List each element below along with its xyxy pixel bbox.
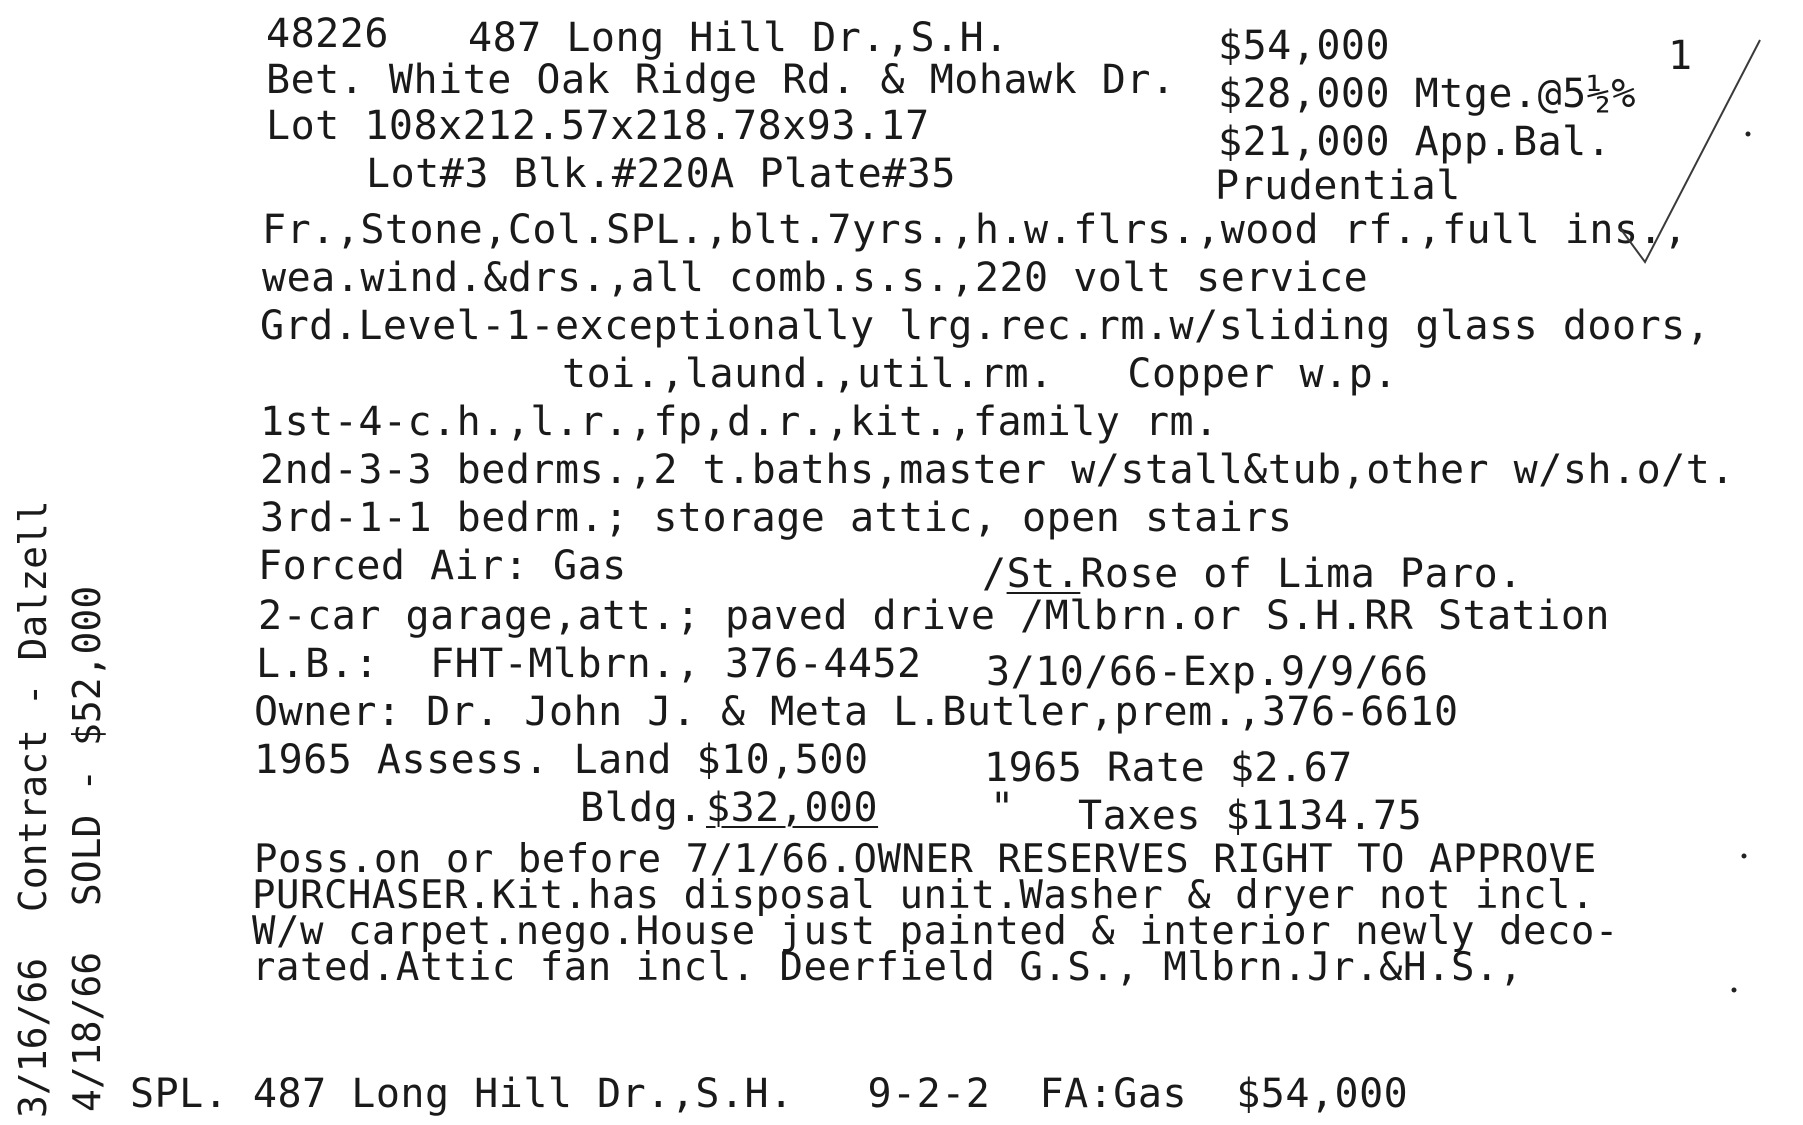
lot-dimensions: Lot 108x212.57x218.78x93.17: [266, 103, 930, 149]
listing-summary: SPL. 487 Long Hill Dr.,S.H. 9-2-2 FA:Gas $54,000: [130, 1071, 1409, 1117]
lot-block-plate: Lot#3 Blk.#220A Plate#35: [366, 151, 956, 197]
approximate-balance: $21,000 App.Bal.: [1218, 119, 1612, 165]
listing-price: $54,000: [1218, 23, 1391, 69]
listing-address: 487 Long Hill Dr.,S.H.: [468, 15, 1009, 61]
remarks-line-3: W/w carpet.nego.House just painted & interior newly deco-: [252, 909, 1619, 954]
listing-dates: [986, 650, 1428, 694]
contract-note: 3/16/66 Contract - Dalzell: [11, 500, 55, 1118]
assessment-land: 1965 Assess. Land $10,500: [254, 737, 869, 783]
listed-date-rest: 10/66-Exp.9/9/66: [1035, 649, 1429, 695]
remarks-line-1: Poss.on or before 7/1/66.OWNER RESERVES RIGHT TO APPROVE: [254, 837, 1597, 882]
first-floor-rooms: 1st-4-c.h.,l.r.,fp,d.r.,kit.,family rm.: [260, 399, 1219, 445]
windows-service: wea.wind.&drs.,all comb.s.s.,220 volt service: [262, 255, 1369, 301]
tax-rate: 1965 Rate $2.67: [984, 745, 1353, 791]
remarks-line-4: rated.Attic fan incl. Deerfield G.S., Mlbrn.Jr.&H.S.,: [252, 945, 1523, 990]
parish-saint: St.: [1006, 551, 1081, 597]
ditto-mark: ": [990, 785, 1015, 831]
mortgage-terms: $28,000 Mtge.@5½%: [1218, 71, 1636, 117]
listed-date-start: 3/: [986, 649, 1036, 695]
listing-broker: FHT-Mlbrn., 376-4452: [430, 641, 922, 687]
mortgage-lender: Prudential: [1215, 163, 1461, 209]
remarks-line-2: PURCHASER.Kit.has disposal unit.Washer & dryer not incl.: [252, 873, 1595, 918]
construction-details: Fr.,Stone,Col.SPL.,blt.7yrs.,h.w.flrs.,wood rf.,full ins.,: [262, 207, 1688, 253]
owner-info: Owner: Dr. John J. & Meta L.Butler,prem.,376-6610: [254, 689, 1459, 735]
garage-and-station: 2-car garage,att.; paved drive /Mlbrn.or S.H.RR Station: [258, 593, 1611, 639]
parish-name: Rose of Lima Paro.: [1080, 551, 1523, 597]
sold-note: 4/18/66 SOLD - $52,000: [65, 585, 109, 1112]
assessment-building-value: $32,000: [706, 785, 879, 831]
listing-number: 48226: [266, 11, 389, 57]
parish-slash: /: [982, 551, 1007, 597]
heating-type: Forced Air: Gas: [258, 543, 627, 589]
card-number: 1: [1668, 33, 1693, 79]
annual-taxes: Taxes $1134.75: [1078, 793, 1423, 839]
ground-level-rooms-continued: toi.,laund.,util.rm. Copper w.p.: [562, 351, 1398, 397]
cross-streets: Bet. White Oak Ridge Rd. & Mohawk Dr.: [266, 57, 1176, 103]
assessment-building-label: Bldg.: [580, 785, 703, 831]
parish-line: [982, 552, 1523, 596]
ground-level-rooms: Grd.Level-1-exceptionally lrg.rec.rm.w/sliding glass doors,: [260, 303, 1711, 349]
third-floor-rooms: 3rd-1-1 bedrm.; storage attic, open stairs: [260, 495, 1293, 541]
listing-broker-label: L.B.:: [256, 641, 379, 687]
second-floor-rooms: 2nd-3-3 bedrms.,2 t.baths,master w/stall&tub,other w/sh.o/t.: [260, 447, 1735, 493]
